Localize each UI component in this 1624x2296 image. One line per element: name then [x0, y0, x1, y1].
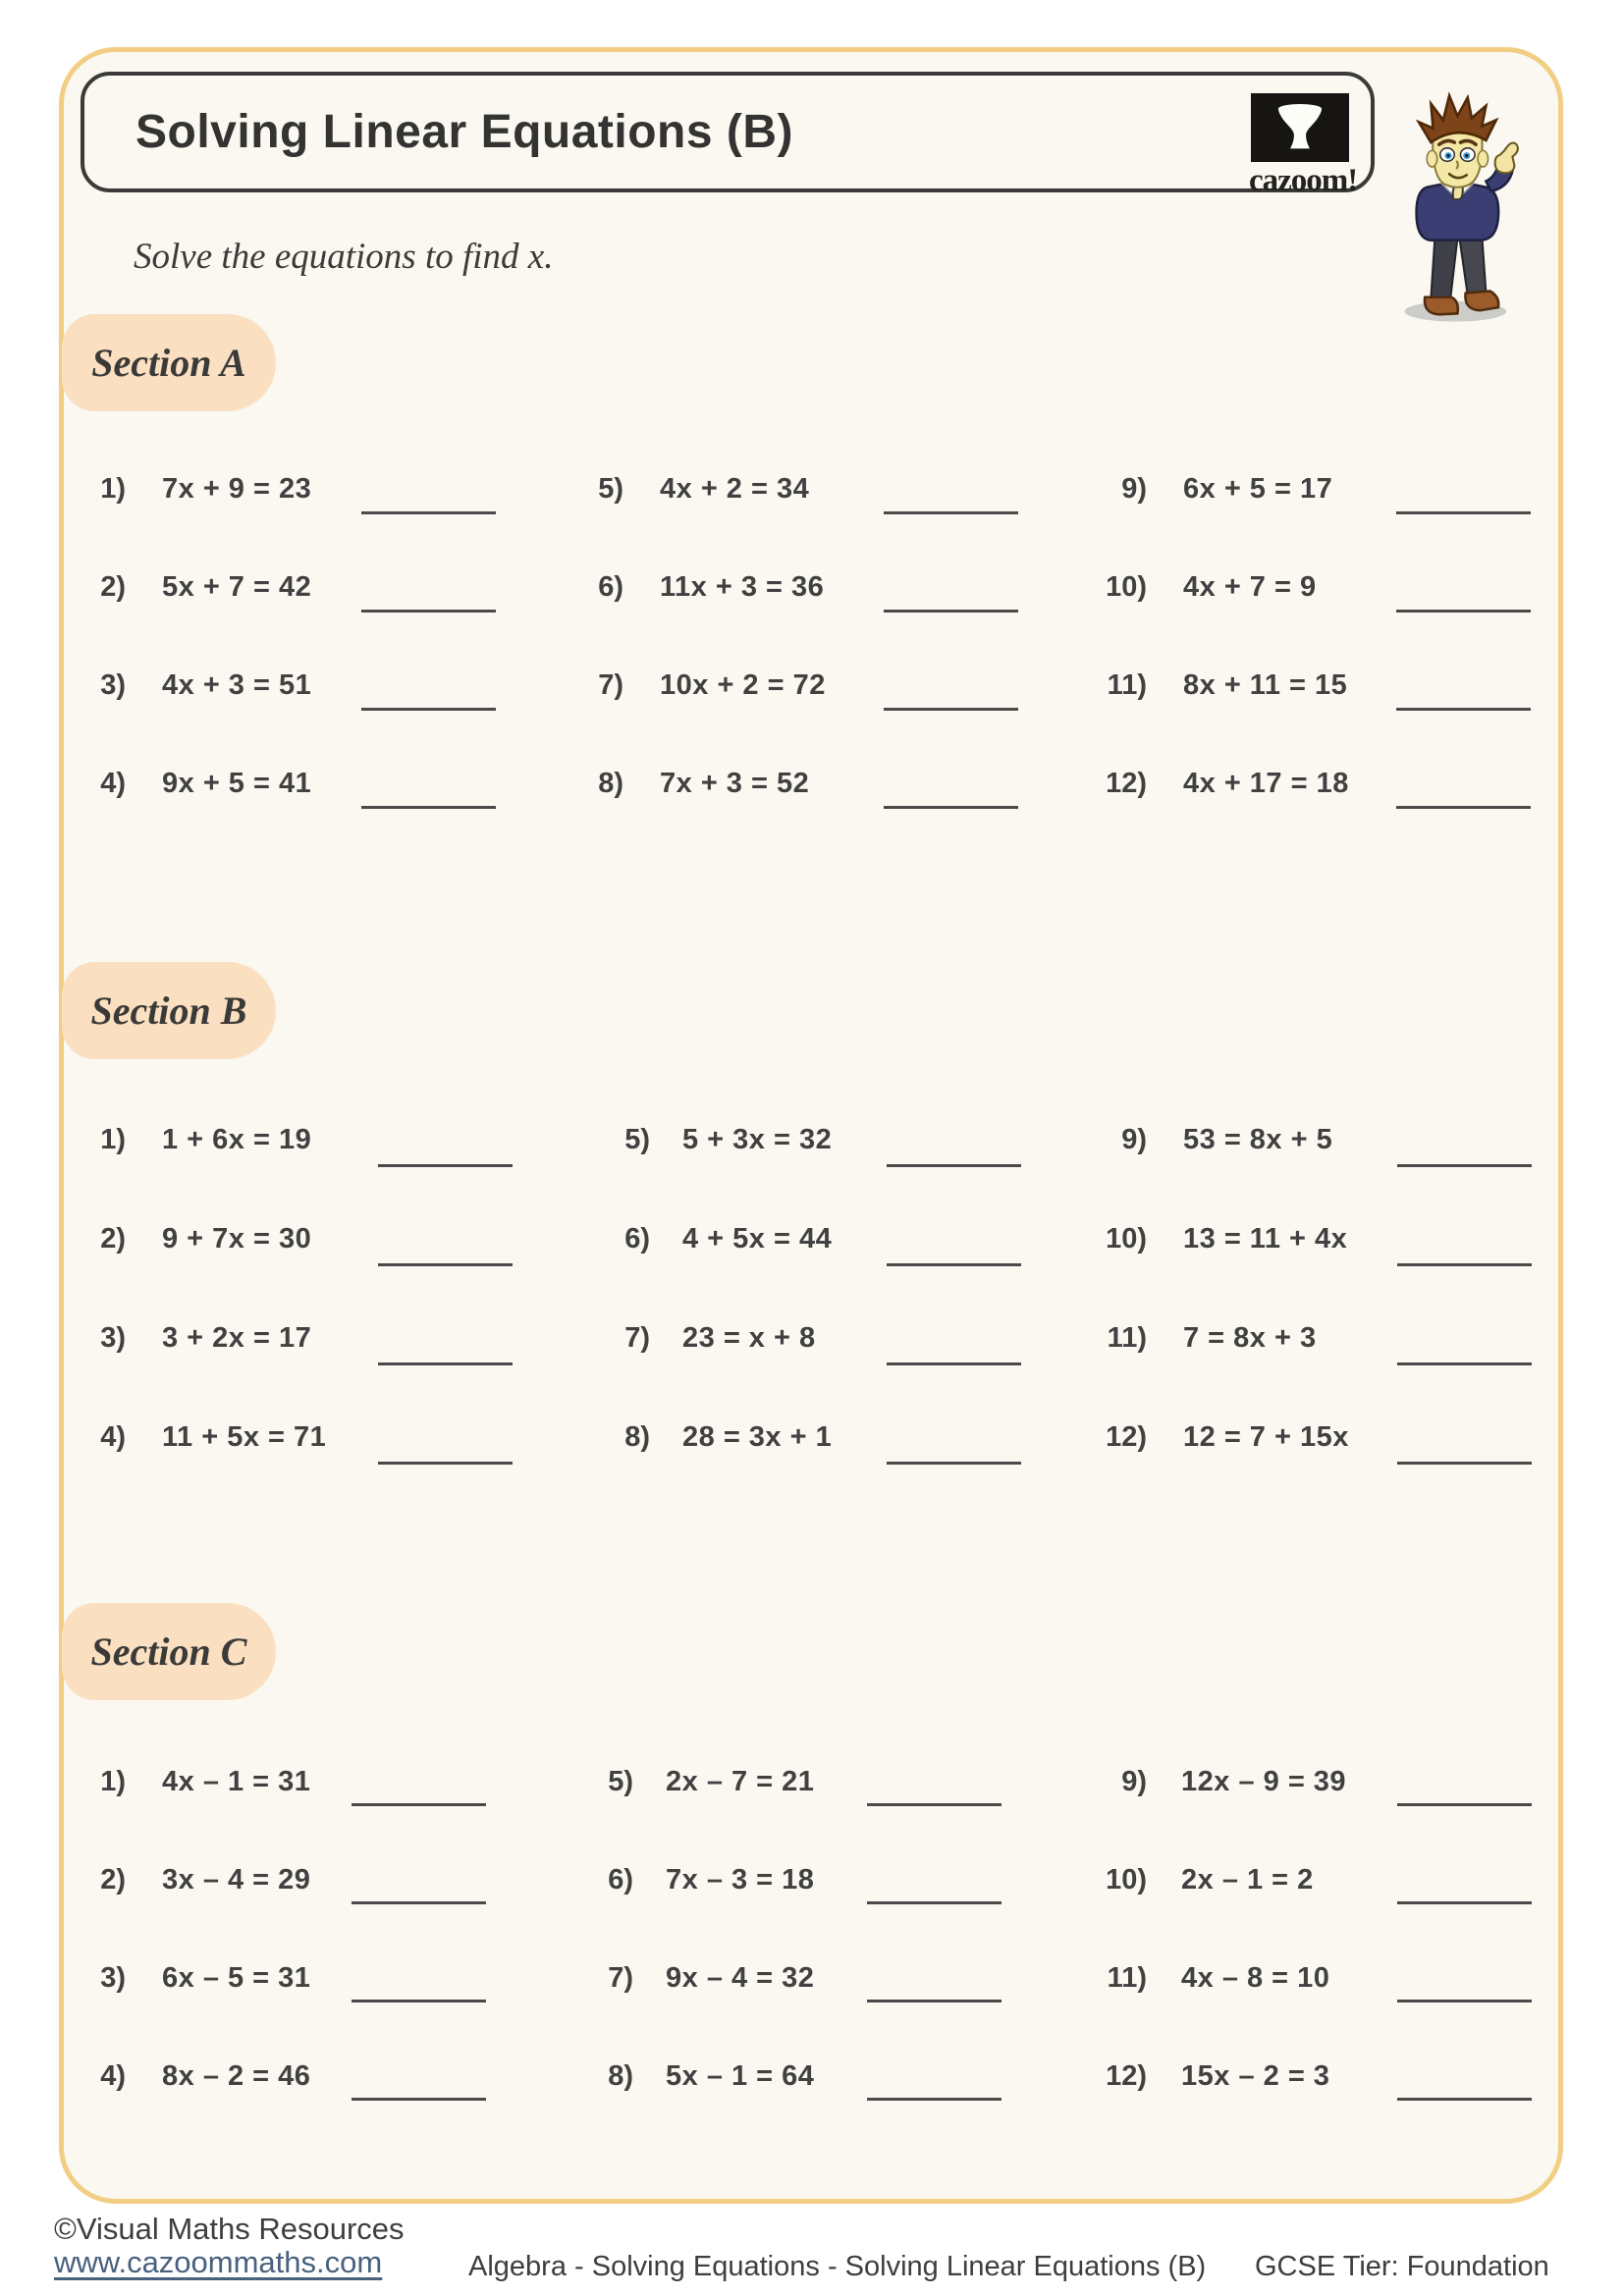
answer-line[interactable]: [884, 610, 1018, 613]
equation-text: 8x + 11 = 15: [1183, 669, 1348, 701]
section-b-header: [62, 962, 276, 1059]
problem-number: 7): [624, 1322, 650, 1354]
answer-line[interactable]: [867, 2098, 1001, 2101]
problem-number: 11): [1107, 1322, 1147, 1354]
equation-text: 9 + 7x = 30: [162, 1223, 312, 1255]
equation-text: 4x + 3 = 51: [162, 669, 312, 701]
answer-line[interactable]: [1397, 1164, 1532, 1167]
equation-text: 6x – 5 = 31: [162, 1962, 311, 1994]
footer-website-link[interactable]: www.cazoommaths.com: [54, 2245, 383, 2279]
problem-number: 7): [608, 1962, 633, 1994]
equation-text: 7x + 3 = 52: [660, 768, 810, 799]
section-a-header: [62, 314, 276, 411]
title-box: [81, 72, 1375, 198]
problem-number: 10): [1106, 1864, 1147, 1896]
equation-text: 15x – 2 = 3: [1181, 2060, 1330, 2092]
equation-text: 5 + 3x = 32: [682, 1124, 833, 1155]
answer-line[interactable]: [361, 610, 496, 613]
answer-line[interactable]: [884, 708, 1018, 711]
answer-line[interactable]: [887, 1462, 1021, 1465]
problem-number: 8): [624, 1421, 650, 1453]
answer-line[interactable]: [1396, 511, 1531, 514]
answer-line[interactable]: [378, 1462, 513, 1465]
equation-text: 4 + 5x = 44: [682, 1223, 833, 1255]
problem-number: 8): [608, 2060, 633, 2092]
answer-line[interactable]: [1397, 1803, 1532, 1806]
answer-line[interactable]: [884, 806, 1018, 809]
equation-text: 13 = 11 + 4x: [1183, 1223, 1348, 1255]
problem-number: 1): [100, 1766, 126, 1797]
section-a-label: Section A: [91, 341, 246, 385]
answer-line[interactable]: [361, 708, 496, 711]
answer-line[interactable]: [1396, 806, 1531, 809]
answer-line[interactable]: [378, 1164, 513, 1167]
section-c-header: [62, 1603, 276, 1700]
answer-line[interactable]: [887, 1362, 1021, 1365]
footer-tier-label: GCSE Tier: Foundation: [1255, 2251, 1549, 2282]
problem-number: 2): [100, 1223, 126, 1255]
equation-text: 10x + 2 = 72: [660, 669, 826, 701]
problem-number: 2): [100, 1864, 126, 1896]
equation-text: 2x – 7 = 21: [666, 1766, 815, 1797]
equation-text: 7 = 8x + 3: [1183, 1322, 1317, 1354]
answer-line[interactable]: [867, 2000, 1001, 2002]
equation-text: 11x + 3 = 36: [660, 571, 825, 603]
answer-line[interactable]: [352, 1901, 486, 1904]
answer-line[interactable]: [352, 1803, 486, 1806]
problem-number: 12): [1106, 1421, 1147, 1453]
equation-text: 3x – 4 = 29: [162, 1864, 311, 1896]
logo-wordmark: cazoom!: [1249, 163, 1358, 198]
answer-line[interactable]: [1397, 2098, 1532, 2101]
equation-text: 7x + 9 = 23: [162, 473, 312, 505]
problem-number: 4): [100, 2060, 126, 2092]
equation-text: 8x – 2 = 46: [162, 2060, 311, 2092]
answer-line[interactable]: [887, 1263, 1021, 1266]
problem-number: 1): [100, 473, 126, 505]
equation-text: 4x + 17 = 18: [1183, 768, 1349, 799]
answer-line[interactable]: [361, 511, 496, 514]
answer-line[interactable]: [1397, 1462, 1532, 1465]
cazoom-logo: [1249, 93, 1358, 199]
answer-line[interactable]: [1397, 1901, 1532, 1904]
equation-text: 4x – 8 = 10: [1181, 1962, 1330, 1994]
problem-number: 5): [608, 1766, 633, 1797]
equation-text: 5x – 1 = 64: [666, 2060, 815, 2092]
problem-number: 12): [1106, 768, 1147, 799]
problem-number: 9): [1121, 1766, 1147, 1797]
equation-text: 23 = x + 8: [682, 1322, 816, 1354]
equation-text: 12x – 9 = 39: [1181, 1766, 1347, 1797]
equation-text: 12 = 7 + 15x: [1183, 1421, 1349, 1453]
problem-number: 11): [1107, 669, 1147, 701]
answer-line[interactable]: [352, 2098, 486, 2101]
page-title: Solving Linear Equations (B): [135, 106, 794, 158]
answer-line[interactable]: [1396, 708, 1531, 711]
footer-breadcrumb: Algebra - Solving Equations - Solving Linear Equations (B): [468, 2251, 1207, 2282]
equation-text: 53 = 8x + 5: [1183, 1124, 1333, 1155]
equation-text: 1 + 6x = 19: [162, 1124, 312, 1155]
answer-line[interactable]: [867, 1901, 1001, 1904]
mascot-boy-thumbs-up: [1394, 57, 1527, 332]
problem-number: 1): [100, 1124, 126, 1155]
problem-number: 2): [100, 571, 126, 603]
equation-text: 4x – 1 = 31: [162, 1766, 311, 1797]
answer-line[interactable]: [887, 1164, 1021, 1167]
problem-number: 6): [598, 571, 623, 603]
answer-line[interactable]: [1397, 1362, 1532, 1365]
equation-text: 3 + 2x = 17: [162, 1322, 312, 1354]
answer-line[interactable]: [1397, 2000, 1532, 2002]
answer-line[interactable]: [867, 1803, 1001, 1806]
answer-line[interactable]: [378, 1362, 513, 1365]
problem-number: 3): [100, 1322, 126, 1354]
problem-number: 11): [1107, 1962, 1147, 1994]
equation-text: 6x + 5 = 17: [1183, 473, 1333, 505]
problem-number: 9): [1121, 1124, 1147, 1155]
problem-number: 5): [624, 1124, 650, 1155]
problem-number: 4): [100, 1421, 126, 1453]
section-c-label: Section C: [90, 1629, 247, 1674]
problem-number: 5): [598, 473, 623, 505]
problem-number: 6): [624, 1223, 650, 1255]
equation-text: 4x + 2 = 34: [660, 473, 810, 505]
problem-number: 7): [598, 669, 623, 701]
footer-copyright: ©Visual Maths Resources: [54, 2212, 405, 2246]
instruction-text: Solve the equations to find x.: [134, 237, 554, 277]
drum-icon: [1251, 93, 1349, 162]
problem-number: 8): [598, 768, 623, 799]
problem-number: 3): [100, 1962, 126, 1994]
answer-line[interactable]: [361, 806, 496, 809]
equation-text: 9x + 5 = 41: [162, 768, 312, 799]
problem-number: 10): [1106, 571, 1147, 603]
equation-text: 7x – 3 = 18: [666, 1864, 815, 1896]
problem-number: 6): [608, 1864, 633, 1896]
section-b-label: Section B: [90, 988, 247, 1033]
answer-line[interactable]: [1397, 1263, 1532, 1266]
problem-number: 10): [1106, 1223, 1147, 1255]
problem-number: 4): [100, 768, 126, 799]
equation-text: 5x + 7 = 42: [162, 571, 312, 603]
answer-line[interactable]: [378, 1263, 513, 1266]
answer-line[interactable]: [1396, 610, 1531, 613]
answer-line[interactable]: [884, 511, 1018, 514]
problem-number: 9): [1121, 473, 1147, 505]
problem-number: 3): [100, 669, 126, 701]
equation-text: 2x – 1 = 2: [1181, 1864, 1314, 1896]
equation-text: 4x + 7 = 9: [1183, 571, 1317, 603]
problem-number: 12): [1106, 2060, 1147, 2092]
equation-text: 11 + 5x = 71: [162, 1421, 327, 1453]
answer-line[interactable]: [352, 2000, 486, 2002]
equation-text: 28 = 3x + 1: [682, 1421, 833, 1453]
equation-text: 9x – 4 = 32: [666, 1962, 815, 1994]
